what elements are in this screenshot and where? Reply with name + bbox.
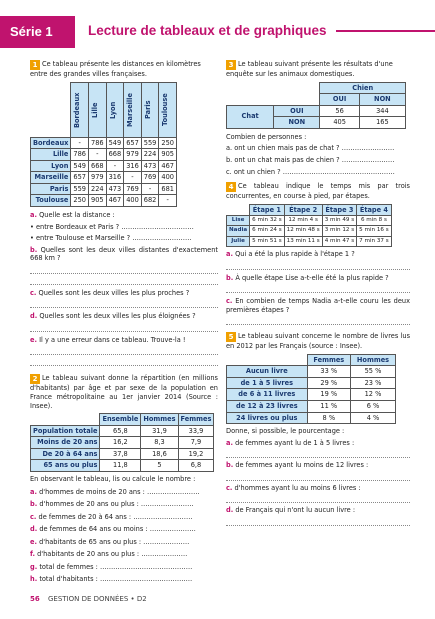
- table-row: [227, 401, 396, 413]
- table-cell: 549: [71, 160, 89, 172]
- question-2-item: [30, 500, 218, 509]
- race-table: [226, 204, 392, 247]
- table-cell: 13 min 11 s: [284, 236, 322, 246]
- table-cell: 224: [89, 183, 107, 195]
- column-header: Ensemble: [100, 414, 141, 426]
- row-header: Bordeaux: [31, 137, 71, 149]
- table-cell: 56: [320, 105, 359, 117]
- question-1a-item-2: • entre Toulouse et Marseille ? ………………………: [30, 234, 192, 243]
- table-row: [227, 216, 392, 226]
- question-1a-item-1: • entre Bordeaux et Paris ? ……………………………: [30, 222, 194, 231]
- page-number: 56: [30, 595, 40, 603]
- row-header: Toulouse: [31, 195, 71, 207]
- column-header: Hommes: [141, 414, 178, 426]
- row-header: 65 ans ou plus: [31, 460, 100, 472]
- table-cell: 400: [159, 172, 177, 184]
- question-text: total de femmes : ……………………………………: [39, 562, 193, 571]
- table-cell: 979: [89, 172, 107, 184]
- column-header: Femmes: [178, 414, 214, 426]
- table-cell: 769: [141, 172, 159, 184]
- column-header: Femmes: [307, 354, 350, 366]
- table-cell: 5: [141, 460, 178, 472]
- table-cell: 6 %: [351, 401, 396, 413]
- table-cell: 4 %: [351, 412, 396, 424]
- answer-line[interactable]: [30, 297, 218, 308]
- exercise-1-intro: 1 Ce tableau présente les distances en kilomètres entre des grandes villes françaises.: [30, 60, 201, 78]
- row-header: Aucun livre: [227, 366, 308, 378]
- table-cell: 5 min 16 s: [357, 226, 391, 236]
- table-row: [31, 437, 214, 449]
- combien-instruction: Combien de personnes :: [226, 132, 307, 141]
- table-cell: 786: [71, 149, 89, 161]
- table-cell: 8,3: [141, 437, 178, 449]
- table-cell: 224: [141, 149, 159, 161]
- table-row: [31, 195, 177, 207]
- books-table: [226, 354, 396, 424]
- exercise-number-badge: 5: [226, 332, 236, 342]
- question-1d: d. Quelles sont les deux villes les plus éloignées ?: [30, 312, 196, 321]
- table-cell: 11 %: [307, 401, 350, 413]
- answer-line[interactable]: [30, 274, 218, 285]
- question-text: d'hommes de moins de 20 ans : ……………………: [39, 487, 200, 496]
- column-header: Étape 2: [284, 204, 322, 216]
- oui-header: OUI: [320, 94, 359, 106]
- column-header: Bordeaux: [73, 91, 82, 128]
- table-cell: 769: [124, 183, 142, 195]
- table-cell: 905: [159, 149, 177, 161]
- table-cell: 467: [159, 160, 177, 172]
- row-header: Marseille: [31, 172, 71, 184]
- question-4b: b. À quelle étape Lise a-t-elle été la plus rapide ?: [226, 273, 389, 282]
- table-row: [227, 236, 392, 246]
- column-header: Marseille: [126, 92, 135, 127]
- oui-row-header: OUI: [274, 105, 320, 117]
- column-header: Toulouse: [161, 93, 170, 126]
- table-cell: 979: [124, 149, 142, 161]
- exercise-number-badge: 2: [30, 374, 40, 384]
- row-header: de 6 à 11 livres: [227, 389, 308, 401]
- question-letter: g.: [30, 562, 38, 571]
- question-text: d'hommes de 20 ans ou plus : ……………………: [39, 500, 194, 509]
- column-header: Lyon: [108, 100, 117, 119]
- table-cell: 16,2: [100, 437, 141, 449]
- table-row: [31, 183, 177, 195]
- question-letter: h.: [30, 575, 38, 584]
- question-text: de femmes de 64 ans ou moins : …………………: [39, 525, 196, 534]
- table-row: [227, 377, 396, 389]
- table-cell: 31,9: [141, 425, 178, 437]
- donne-instruction: Donne, si possible, le pourcentage :: [226, 427, 345, 436]
- question-1a: a. Quelle est la distance :: [30, 210, 115, 219]
- column-header: Étape 1: [250, 204, 284, 216]
- answer-line[interactable]: [30, 344, 218, 355]
- question-5b: b. de femmes ayant lu moins de 12 livres :: [226, 461, 369, 470]
- row-header: de 12 à 23 livres: [227, 401, 308, 413]
- table-cell: 344: [359, 105, 405, 117]
- table-cell: 7 min 37 s: [357, 236, 391, 246]
- page-title: Lecture de tableaux et de graphiques: [88, 23, 327, 38]
- table-cell: 559: [71, 183, 89, 195]
- table-cell: 65,8: [100, 425, 141, 437]
- question-3b: b. ont un chat mais pas de chien ? ……………………: [226, 155, 395, 164]
- answer-line[interactable]: [30, 355, 218, 366]
- table-cell: 657: [71, 172, 89, 184]
- table-cell: 6 min 32 s: [250, 216, 284, 226]
- table-row: [31, 149, 177, 161]
- table-cell: -: [106, 160, 124, 172]
- table-cell: 55 %: [351, 366, 396, 378]
- table-cell: 37,8: [100, 448, 141, 460]
- table-cell: 19 %: [307, 389, 350, 401]
- column-header: Étape 4: [357, 204, 391, 216]
- table-row: [31, 137, 177, 149]
- table-cell: 4 min 47 s: [322, 236, 356, 246]
- table-row: [31, 460, 214, 472]
- non-header: NON: [359, 94, 405, 106]
- question-letter: f.: [30, 550, 36, 559]
- row-header: Nadia: [227, 226, 250, 236]
- table-cell: 18,6: [141, 448, 178, 460]
- left-column: [30, 60, 218, 584]
- column-header: Hommes: [351, 354, 396, 366]
- column-header: Lille: [91, 101, 99, 118]
- answer-line[interactable]: [226, 259, 410, 270]
- question-1e: e. Il y a une erreur dans ce tableau. Trouve-la !: [30, 335, 186, 344]
- question-2-item: [30, 575, 218, 584]
- question-1c: c. Quelles sont les deux villes les plus proches ?: [30, 288, 190, 297]
- answer-line[interactable]: [30, 263, 218, 274]
- question-5c: c. d'hommes ayant lu au moins 6 livres :: [226, 483, 361, 492]
- row-header: Lyon: [31, 160, 71, 172]
- column-header: Paris: [143, 100, 152, 119]
- serie-tab: Série 1: [0, 16, 75, 48]
- question-2-item: [30, 525, 218, 534]
- table-cell: 400: [124, 195, 142, 207]
- table-cell: 33 %: [307, 366, 350, 378]
- question-text: d'habitants de 20 ans ou plus : …………………: [37, 550, 188, 559]
- table-cell: 316: [124, 160, 142, 172]
- row-header: De 20 à 64 ans: [31, 448, 100, 460]
- table-row: [227, 366, 396, 378]
- animals-table: [226, 82, 406, 129]
- answer-line[interactable]: [226, 470, 410, 481]
- table-cell: 8 %: [307, 412, 350, 424]
- observe-instruction: En observant le tableau, lis ou calcule le nombre :: [30, 474, 196, 483]
- table-row: [31, 160, 177, 172]
- right-column: [226, 60, 410, 526]
- answer-line[interactable]: [226, 515, 410, 526]
- chien-header: Chien: [320, 82, 406, 94]
- question-2-item: [30, 563, 218, 572]
- table-row: [31, 425, 214, 437]
- table-cell: 668: [89, 160, 107, 172]
- question-5a: a. de femmes ayant lu de 1 à 5 livres :: [226, 438, 355, 447]
- table-cell: 6 min 24 s: [250, 226, 284, 236]
- table-row: [31, 172, 177, 184]
- row-header: de 1 à 5 livres: [227, 377, 308, 389]
- table-cell: 3 min 12 s: [322, 226, 356, 236]
- table-cell: 23 %: [351, 377, 396, 389]
- table-cell: 12 min 48 s: [284, 226, 322, 236]
- exercise-2-intro: 2 Le tableau suivant donne la répartition (en millions d'habitants) par âge et par sexe de la population en France métropolitaine au 1er janvier 2014 (Source : Insee).: [30, 374, 218, 410]
- question-3c: c. ont un chien ? ……………………………………………: [226, 167, 395, 176]
- table-row: [227, 389, 396, 401]
- question-letter: b.: [30, 500, 38, 509]
- distance-table: [30, 82, 177, 207]
- table-row: [227, 226, 392, 236]
- table-cell: 19,2: [178, 448, 214, 460]
- column-header: Étape 3: [322, 204, 356, 216]
- table-cell: -: [71, 137, 89, 149]
- chat-header: Chat: [227, 105, 274, 128]
- table-cell: 7,9: [178, 437, 214, 449]
- question-letter: e.: [30, 537, 37, 546]
- question-letter: d.: [30, 525, 38, 534]
- table-cell: 467: [106, 195, 124, 207]
- exercise-4-intro: 4 Ce tableau indique le temps mis par trois concurrentes, en course à pied, par étapes.: [226, 182, 410, 201]
- exercise-number-badge: 1: [30, 60, 40, 70]
- question-text: total d'habitants : ……………………………………: [39, 575, 193, 584]
- table-cell: 165: [359, 117, 405, 129]
- table-cell: 250: [159, 137, 177, 149]
- question-3a: a. ont un chien mais pas de chat ? ……………………: [226, 144, 395, 153]
- row-header: Lise: [227, 216, 250, 226]
- table-row: [31, 448, 214, 460]
- question-2-item: [30, 488, 218, 497]
- answer-line[interactable]: [226, 282, 410, 293]
- table-cell: 29 %: [307, 377, 350, 389]
- table-cell: 786: [89, 137, 107, 149]
- table-cell: 12 %: [351, 389, 396, 401]
- table-cell: 905: [89, 195, 107, 207]
- footer-label: GESTION DE DONNÉES • D2: [48, 595, 147, 603]
- table-cell: 473: [141, 160, 159, 172]
- table-cell: -: [159, 195, 177, 207]
- table-cell: -: [141, 183, 159, 195]
- exercise-3-intro: 3 Le tableau suivant présente les résultats d'une enquête sur les animaux domestiques.: [226, 60, 393, 78]
- row-header: Lille: [31, 149, 71, 161]
- table-cell: 5 min 51 s: [250, 236, 284, 246]
- table-cell: 405: [320, 117, 359, 129]
- table-cell: -: [124, 172, 142, 184]
- table-cell: 11,8: [100, 460, 141, 472]
- table-cell: 12 min 4 s: [284, 216, 322, 226]
- answer-line[interactable]: [226, 314, 410, 325]
- question-2-item: [30, 538, 218, 547]
- exercise-number-badge: 3: [226, 60, 236, 70]
- row-header: Population totale: [31, 425, 100, 437]
- question-5d: d. de Français qui n'ont lu aucun livre :: [226, 506, 356, 515]
- table-cell: 668: [106, 149, 124, 161]
- table-cell: 681: [159, 183, 177, 195]
- table-cell: 6 min 8 s: [357, 216, 391, 226]
- table-cell: 3 min 49 s: [322, 216, 356, 226]
- table-cell: 682: [141, 195, 159, 207]
- table-row: [227, 412, 396, 424]
- page-header: [0, 16, 435, 48]
- question-1b: b. Quelles sont les deux villes distantes d'exactement 668 km ?: [30, 245, 218, 263]
- table-cell: 473: [106, 183, 124, 195]
- question-2-item: [30, 513, 218, 522]
- question-text: de femmes de 20 à 64 ans : ………………………: [38, 512, 193, 521]
- table-cell: 559: [141, 137, 159, 149]
- row-header: Julie: [227, 236, 250, 246]
- table-cell: 657: [124, 137, 142, 149]
- table-cell: -: [89, 149, 107, 161]
- answer-line[interactable]: [226, 492, 410, 503]
- title-rule: [336, 30, 435, 32]
- answer-line[interactable]: [30, 321, 218, 332]
- table-cell: 250: [71, 195, 89, 207]
- answer-line[interactable]: [226, 447, 410, 458]
- exercise-5-intro: 5 Le tableau suivant concerne le nombre de livres lus en 2012 par les Français (source : Insee).: [226, 332, 410, 351]
- exercise-number-badge: 4: [226, 182, 236, 192]
- row-header: 24 livres ou plus: [227, 412, 308, 424]
- question-text: d'habitants de 65 ans ou plus : …………………: [39, 537, 190, 546]
- question-letter: c.: [30, 512, 37, 521]
- row-header: Paris: [31, 183, 71, 195]
- table-cell: 549: [106, 137, 124, 149]
- table-cell: 6,8: [178, 460, 214, 472]
- page-footer: [0, 595, 435, 609]
- population-table: [30, 413, 214, 472]
- table-cell: 316: [106, 172, 124, 184]
- question-4c: c. En combien de temps Nadia a-t-elle couru les deux premières étapes ?: [226, 297, 410, 314]
- non-row-header: NON: [274, 117, 320, 129]
- question-2-item: [30, 550, 218, 559]
- question-letter: a.: [30, 487, 37, 496]
- row-header: Moins de 20 ans: [31, 437, 100, 449]
- table-cell: 33,9: [178, 425, 214, 437]
- question-4a: a. Qui a été la plus rapide à l'étape 1 ?: [226, 249, 355, 258]
